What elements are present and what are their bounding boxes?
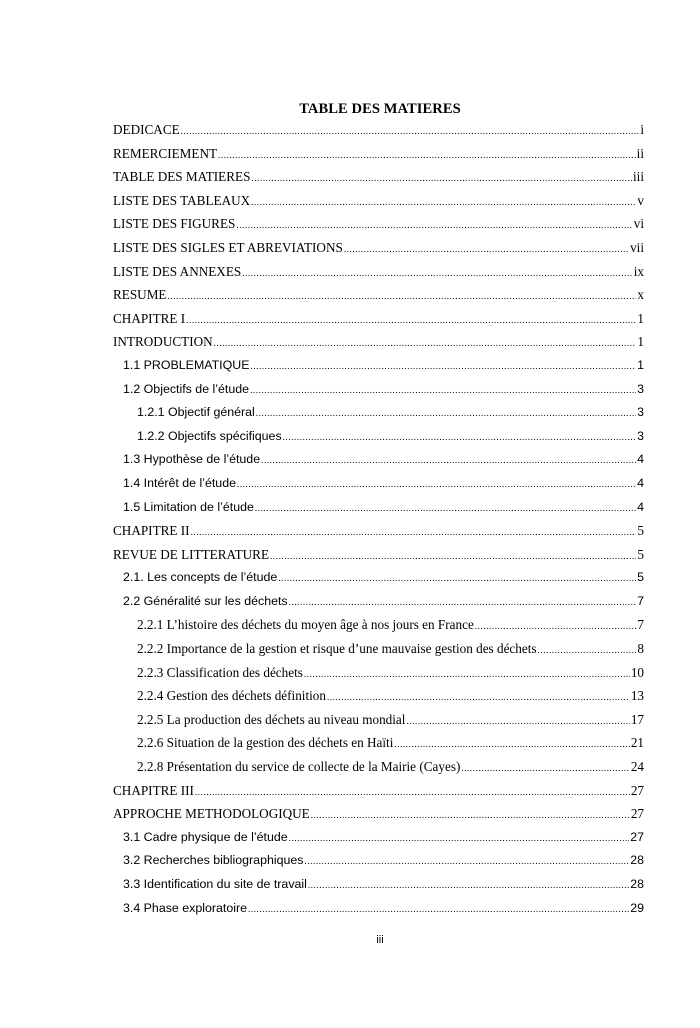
toc-leader-dots (261, 456, 636, 465)
toc-leader-dots (327, 693, 630, 702)
toc-entry-page: 4 (637, 475, 644, 490)
toc-entry-page: 1 (637, 357, 644, 372)
toc-entry-page: 5 (637, 570, 644, 585)
toc-entry-title: CHAPITRE I (113, 310, 186, 326)
toc-entry-title: 1.5 Limitation de l’étude (123, 499, 254, 514)
toc-leader-dots (218, 151, 636, 160)
toc-leader-dots (270, 552, 636, 561)
toc-entry-title: LISTE DES FIGURES (113, 216, 236, 232)
toc-entry[interactable] (113, 330, 644, 354)
toc-entry-title: 2.2.2 Importance de la gestion et risque d’une mauvaise gestion des déchets (137, 641, 537, 657)
toc-entry-title: 2.2.6 Situation de la gestion des déchets en Haïti (137, 735, 394, 751)
toc-entry-title: 3.4 Phase exploratoire (123, 900, 247, 915)
toc-entry[interactable] (113, 637, 644, 661)
toc-entry-title: 1.3 Hypothèse de l’étude (123, 452, 261, 467)
toc-leader-dots (304, 670, 630, 679)
toc-entry-title: INTRODUCTION (113, 334, 213, 350)
toc-leader-dots (289, 834, 630, 843)
table-of-contents (113, 118, 644, 920)
toc-entry-page: 3 (637, 381, 644, 396)
toc-leader-dots (289, 598, 636, 607)
toc-leader-dots (475, 622, 637, 631)
toc-entry[interactable] (113, 873, 644, 897)
toc-entry-page: ix (633, 263, 644, 279)
toc-leader-dots (237, 480, 636, 489)
toc-entry-page: 8 (637, 641, 644, 657)
toc-entry-title: DEDICACE (113, 122, 180, 137)
toc-entry[interactable] (113, 708, 644, 732)
toc-entry[interactable] (113, 779, 644, 803)
toc-entry-title: 1.1 PROBLEMATIQUE (123, 357, 250, 372)
toc-entry[interactable] (113, 897, 644, 921)
toc-entry[interactable] (113, 236, 644, 260)
toc-entry-title: TABLE DES MATIERES (113, 169, 251, 185)
toc-leader-dots (250, 362, 636, 371)
toc-entry[interactable] (113, 731, 644, 755)
toc-entry[interactable] (113, 354, 644, 378)
toc-leader-dots (195, 788, 630, 797)
toc-leader-dots (256, 409, 636, 418)
toc-entry[interactable] (113, 401, 644, 425)
toc-entry-title: 2.2.4 Gestion des déchets définition (137, 688, 326, 704)
toc-entry[interactable] (113, 543, 644, 567)
toc-leader-dots (181, 127, 640, 136)
toc-entry-title: 2.2.1 L’histoire des déchets du moyen âge à nos jours en France (137, 617, 474, 633)
toc-leader-dots (283, 433, 636, 442)
toc-entry[interactable] (113, 684, 644, 708)
toc-entry-title: CHAPITRE III (113, 782, 194, 798)
toc-entry[interactable] (113, 189, 644, 213)
toc-entry-page: vi (633, 216, 644, 232)
toc-leader-dots (248, 905, 629, 914)
toc-entry-page: 29 (630, 900, 644, 915)
toc-leader-dots (308, 881, 629, 890)
toc-entry[interactable] (113, 378, 644, 402)
toc-entry-title: 1.4 Intérêt de l’étude (123, 475, 236, 490)
toc-entry[interactable] (113, 165, 644, 189)
toc-entry-title: REMERCIEMENT (113, 145, 218, 161)
toc-leader-dots (394, 740, 629, 749)
toc-entry-title: 2.2.8 Présentation du service de collecte de la Mairie (Cayes) (137, 759, 461, 775)
toc-entry-title: 1.2 Objectifs de l’étude (123, 381, 250, 396)
toc-entry-title: 1.2.2 Objectifs spécifiques (137, 428, 282, 443)
toc-entry-page: 13 (630, 688, 644, 704)
toc-leader-dots (186, 316, 636, 325)
toc-entry-title: 3.3 Identification du site de travail (123, 877, 307, 891)
toc-entry-page: x (637, 287, 644, 303)
toc-entry-page: 1 (637, 310, 644, 326)
toc-leader-dots (242, 269, 633, 278)
toc-entry-title: 3.1 Cadre physique de l’étude (123, 829, 288, 844)
toc-entry-page: 17 (630, 711, 644, 727)
toc-entry-page: i (640, 122, 644, 137)
toc-entry-page: 4 (637, 499, 644, 514)
toc-entry[interactable] (113, 283, 644, 307)
toc-entry-title: REVUE DE LITTERATURE (113, 546, 270, 562)
toc-leader-dots (214, 339, 637, 348)
page-number: iii (376, 934, 384, 946)
toc-leader-dots (538, 646, 637, 655)
toc-leader-dots (278, 574, 636, 583)
toc-leader-dots (168, 292, 637, 301)
toc-entry[interactable] (113, 448, 644, 472)
toc-entry-title: 2.2.5 La production des déchets au niveau mondial (137, 711, 406, 727)
toc-entry[interactable] (113, 425, 644, 449)
toc-entry-page: 7 (637, 617, 644, 633)
toc-leader-dots (251, 198, 636, 207)
toc-entry-title: LISTE DES SIGLES ET ABREVIATIONS (113, 239, 343, 255)
toc-entry-title: 3.2 Recherches bibliographiques (123, 853, 304, 868)
toc-entry-page: 7 (637, 593, 644, 608)
toc-entry[interactable] (113, 519, 644, 543)
toc-entry[interactable] (113, 613, 644, 637)
toc-leader-dots (255, 504, 636, 513)
toc-entry[interactable] (113, 590, 644, 614)
toc-leader-dots (250, 386, 636, 395)
toc-entry-page: 27 (630, 829, 644, 844)
toc-entry-page: 27 (630, 806, 644, 822)
toc-leader-dots (236, 221, 632, 230)
toc-entry-page: 3 (637, 405, 644, 420)
toc-entry-title: 1.2.1 Objectif général (137, 405, 255, 420)
toc-entry[interactable] (113, 566, 644, 590)
toc-entry-page: 27 (630, 782, 644, 798)
toc-entry-title: LISTE DES ANNEXES (113, 263, 242, 279)
toc-entry[interactable] (113, 260, 644, 284)
toc-entry-title: 2.2.3 Classification des déchets (137, 664, 303, 680)
toc-entry[interactable] (113, 212, 644, 236)
toc-leader-dots (251, 174, 632, 183)
toc-entry-title: CHAPITRE II (113, 523, 190, 539)
toc-entry[interactable] (113, 826, 644, 850)
toc-leader-dots (191, 528, 637, 537)
toc-entry-title: APPROCHE METHODOLOGIQUE (113, 806, 310, 822)
toc-leader-dots (461, 764, 629, 773)
toc-entry-title: RESUME (113, 287, 167, 303)
toc-entry-page: vii (630, 239, 644, 255)
toc-entry-title: 2.2 Généralité sur les déchets (123, 593, 288, 608)
toc-entry-title: 2.1. Les concepts de l’étude (123, 570, 278, 585)
toc-entry-page: 4 (637, 452, 644, 467)
toc-entry-page: ii (636, 145, 644, 161)
toc-leader-dots (311, 811, 630, 820)
toc-entry-page: 28 (630, 877, 644, 891)
toc-entry-page: 5 (637, 523, 644, 539)
toc-entry-title: LISTE DES TABLEAUX (113, 192, 251, 208)
toc-leader-dots (406, 717, 629, 726)
toc-entry[interactable] (113, 142, 644, 166)
toc-entry-page: 1 (637, 334, 644, 350)
toc-entry[interactable] (113, 307, 644, 331)
toc-entry[interactable] (113, 755, 644, 779)
toc-entry[interactable] (113, 849, 644, 873)
toc-entry-page: iii (633, 169, 644, 185)
page-title: TABLE DES MATIERES (299, 101, 461, 117)
toc-leader-dots (344, 245, 629, 254)
toc-entry-page: 10 (630, 664, 644, 680)
toc-entry-page: 24 (630, 759, 644, 775)
toc-entry[interactable] (113, 802, 644, 826)
toc-entry-page: 3 (637, 428, 644, 443)
toc-entry-page: 5 (637, 546, 644, 562)
toc-entry[interactable] (113, 118, 644, 142)
toc-entry[interactable] (113, 496, 644, 520)
toc-entry[interactable] (113, 661, 644, 685)
toc-entry[interactable] (113, 472, 644, 496)
toc-entry-page: v (637, 192, 644, 208)
toc-leader-dots (304, 857, 629, 866)
toc-entry-page: 28 (630, 853, 644, 868)
toc-entry-page: 21 (630, 735, 644, 751)
